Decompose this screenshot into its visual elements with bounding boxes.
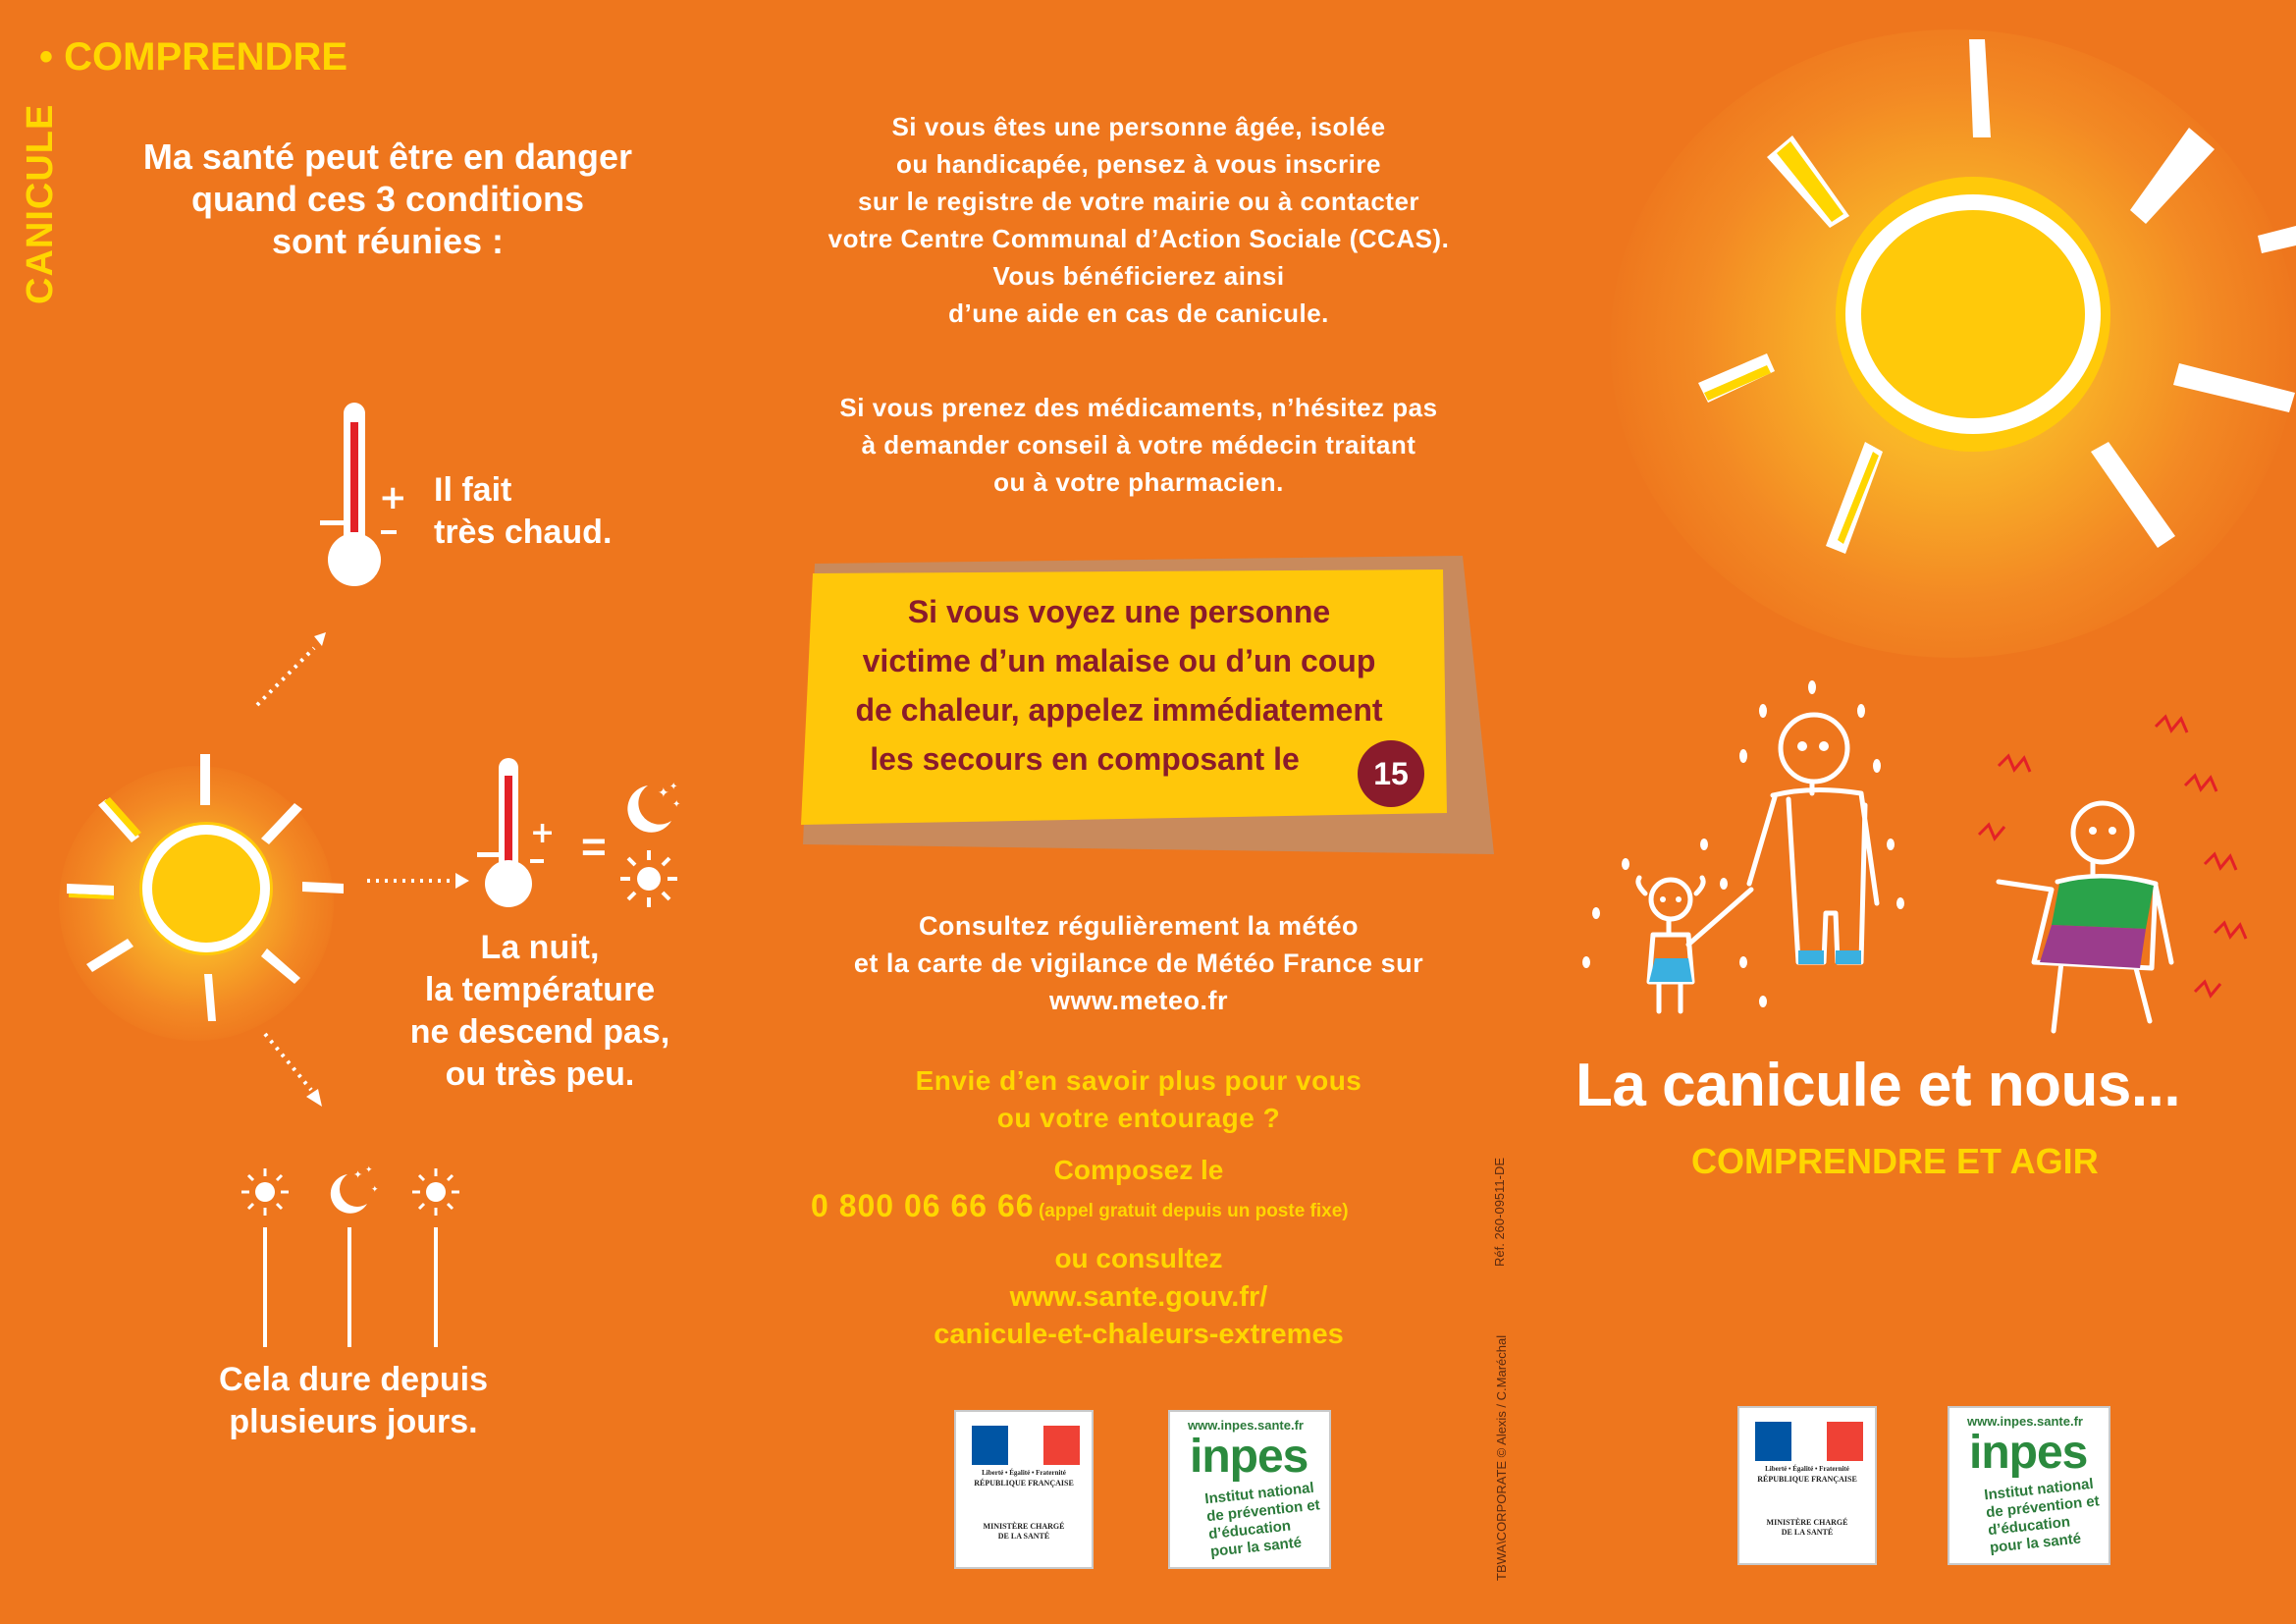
- call-line: Composez le: [1053, 1155, 1224, 1185]
- inpes-url: www.inpes.sante.fr: [1188, 1418, 1304, 1433]
- section-title: • COMPRENDRE: [39, 35, 348, 79]
- marianne-flag-icon: [972, 1426, 1080, 1465]
- paragraph-line: Envie d’en savoir plus pour vous: [915, 1065, 1362, 1096]
- info-paragraph: [766, 1062, 1512, 1137]
- paragraph-line: Si vous prenez des médicaments, n’hésitez pas: [839, 393, 1438, 422]
- paragraph-line: ou handicapée, pensez à vous inscrire: [896, 149, 1381, 179]
- svg-text:+: +: [530, 816, 556, 850]
- family-heat-illustration: [1567, 668, 2296, 1041]
- medication-paragraph: [766, 389, 1512, 501]
- paragraph-line: Si vous êtes une personne âgée, isolée: [891, 112, 1386, 141]
- small-sun-icon: [412, 1168, 459, 1216]
- meteo-paragraph: [766, 907, 1512, 1019]
- label-line: très chaud.: [434, 514, 613, 551]
- condition-night-label: [393, 927, 687, 1096]
- paragraph-line: Vous bénéficierez ainsi: [992, 261, 1285, 291]
- link-line[interactable]: www.sante.gouv.fr/: [1009, 1281, 1268, 1313]
- ministry-line: DE LA SANTÉ: [1781, 1528, 1834, 1537]
- paragraph-line: votre Centre Communal d’Action Sociale (CCAS).: [828, 224, 1450, 253]
- sun-icon: [59, 746, 373, 1060]
- republique-logo: [954, 1410, 1094, 1569]
- days-timeline-icon: [232, 1159, 477, 1355]
- inpes-description: Institut national de prévention et d’éducation pour la santé: [1983, 1475, 2101, 1557]
- label-line: Il fait: [434, 471, 512, 509]
- link-line[interactable]: canicule-et-chaleurs-extremes: [934, 1319, 1344, 1350]
- republic-name: RÉPUBLIQUE FRANÇAISE: [974, 1479, 1074, 1488]
- ministry-line: DE LA SANTÉ: [997, 1532, 1050, 1541]
- paragraph-line: et la carte de vigilance de Météo France sur: [853, 948, 1424, 978]
- consult-line: ou consultez: [1054, 1243, 1223, 1273]
- motto: Liberté • Égalité • Fraternité: [1765, 1465, 1849, 1473]
- paragraph-line: sur le registre de votre mairie ou à contacter: [857, 187, 1420, 216]
- callout-line: victime d’un malaise ou d’un coup: [862, 643, 1376, 678]
- svg-text:✦: ✦: [371, 1184, 379, 1194]
- phone-note: (appel gratuit depuis un poste fixe): [1038, 1201, 1349, 1221]
- svg-text:✦: ✦: [658, 785, 669, 800]
- website-link[interactable]: [766, 1278, 1512, 1353]
- svg-text:+: +: [379, 478, 407, 517]
- callout-line: de chaleur, appelez immédiatement: [855, 692, 1383, 728]
- moon-stars-icon: [618, 776, 687, 844]
- thermometer-icon: [314, 393, 412, 599]
- svg-text:✦: ✦: [672, 799, 681, 810]
- inpes-url: www.inpes.sante.fr: [1967, 1414, 2083, 1429]
- ministry-line: MINISTÈRE CHARGÉ: [1766, 1518, 1848, 1527]
- intro-text: [108, 135, 667, 262]
- design-credit: TBWA\CORPORATE © Alexis / C.Maréchal: [1494, 1334, 1509, 1581]
- inpes-logo: [1948, 1406, 2110, 1565]
- moon-stars-icon: [331, 1164, 379, 1214]
- svg-text:✦: ✦: [365, 1164, 373, 1174]
- cover-subtitle: COMPRENDRE ET AGIR: [1691, 1141, 2099, 1181]
- emergency-callout: [815, 587, 1423, 784]
- condition-hot-label: [434, 469, 612, 554]
- svg-text:✦: ✦: [669, 782, 678, 792]
- label-line: plusieurs jours.: [229, 1403, 478, 1440]
- inpes-wordmark: inpes: [1969, 1427, 2088, 1479]
- motto: Liberté • Égalité • Fraternité: [982, 1469, 1066, 1477]
- dotted-arrow-icon: [363, 869, 471, 893]
- label-line: Cela dure depuis: [219, 1361, 488, 1398]
- intro-line: Ma santé peut être en danger: [142, 136, 633, 177]
- intro-line: quand ces 3 conditions: [190, 179, 585, 219]
- condition-duration-label: [177, 1359, 530, 1443]
- paragraph-line: ou votre entourage ?: [996, 1103, 1281, 1133]
- small-sun-icon: [241, 1168, 289, 1216]
- reference-number: Réf. 260-09511-DE: [1492, 1157, 1507, 1267]
- callout-line: Si vous voyez une personne: [907, 594, 1331, 629]
- inpes-logo: [1168, 1410, 1331, 1569]
- ministry-line: MINISTÈRE CHARGÉ: [983, 1522, 1065, 1531]
- paragraph-line: Consultez régulièrement la météo: [918, 911, 1360, 941]
- label-line: La nuit,: [480, 929, 600, 966]
- cover-title: La canicule et nous...: [1575, 1052, 2181, 1119]
- registry-paragraph: [766, 108, 1512, 332]
- paragraph-line: ou à votre pharmacien.: [993, 467, 1284, 497]
- meteo-link[interactable]: www.meteo.fr: [1048, 986, 1229, 1015]
- label-line: ou très peu.: [445, 1056, 635, 1093]
- callout-line: les secours en composant le: [870, 741, 1300, 777]
- paragraph-line: à demander conseil à votre médecin traitant: [861, 430, 1416, 460]
- inpes-wordmark: inpes: [1190, 1431, 1308, 1483]
- inpes-description: Institut national de prévention et d’éducation pour la santé: [1203, 1479, 1321, 1561]
- dotted-arrow-icon: [245, 619, 344, 717]
- vertical-section-label: CANICULE: [20, 103, 61, 304]
- small-sun-icon: [616, 846, 681, 911]
- thermometer-icon: [469, 756, 567, 923]
- emergency-number-badge: 15: [1358, 740, 1424, 807]
- label-line: la température: [424, 971, 656, 1008]
- equals-sign: =: [581, 823, 607, 871]
- paragraph-line: d’une aide en cas de canicule.: [948, 298, 1329, 328]
- svg-text:✦: ✦: [353, 1169, 363, 1181]
- republique-logo: [1737, 1406, 1877, 1565]
- label-line: ne descend pas,: [409, 1013, 670, 1051]
- phone-number[interactable]: 0 800 06 66 66: [811, 1188, 1035, 1223]
- marianne-flag-icon: [1755, 1422, 1863, 1461]
- republic-name: RÉPUBLIQUE FRANÇAISE: [1757, 1475, 1857, 1484]
- phone-block: [811, 1188, 1349, 1224]
- intro-line: sont réunies :: [271, 221, 505, 261]
- big-sun-icon: [1669, 29, 2296, 599]
